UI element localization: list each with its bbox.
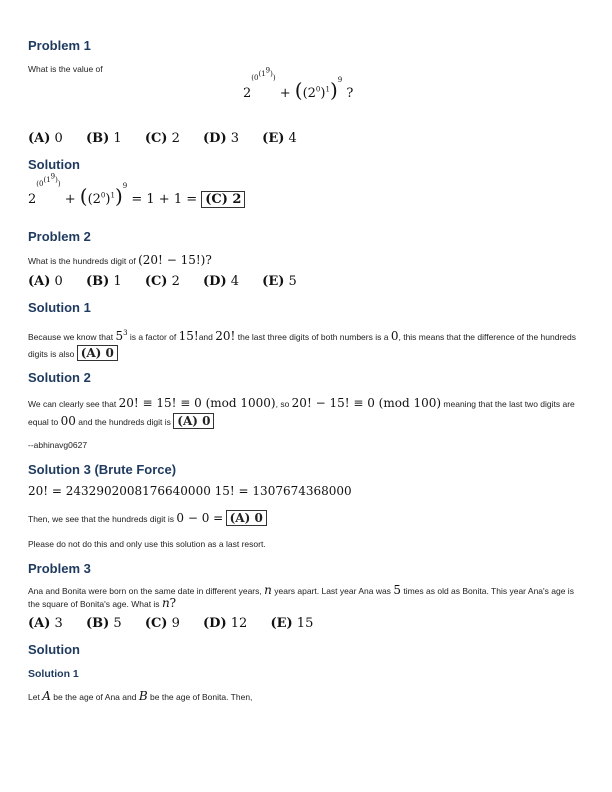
problem2-solution2-title: Solution 2 bbox=[28, 370, 91, 385]
problem2-title: Problem 2 bbox=[28, 229, 91, 244]
problem1-expression-end: ? bbox=[346, 86, 354, 101]
choice-b: (B) 1 bbox=[85, 274, 122, 289]
problem1-title: Problem 1 bbox=[28, 38, 91, 53]
choice-a: (A) 0 bbox=[28, 131, 63, 146]
choice-c: (C) 9 bbox=[144, 616, 180, 631]
problem2-solution2-author: --abhinavg0627 bbox=[28, 440, 88, 450]
problem2-question: What is the hundreds digit of (20! − 15!)? bbox=[28, 253, 212, 267]
problem2-choices bbox=[28, 274, 316, 289]
problem2-solution2-answer-box: (A) 0 bbox=[173, 413, 214, 429]
problem2-solution1-text: Because we know that $5^3$ is a factor of 15!and 20! the last three digits of both numbers is a 0, this means that the difference of the hundreds digits is also (A) 0 bbox=[28, 329, 576, 360]
choice-c: (C) 2 bbox=[144, 131, 180, 146]
problem2-solution3-note: Please do not do this and only use this solution as a last resort. bbox=[28, 539, 266, 549]
choice-d: (D) 4 bbox=[203, 274, 240, 289]
choice-d: (D) 12 bbox=[203, 616, 248, 631]
problem1-answer-box: (C) 2 bbox=[201, 191, 245, 208]
choice-e: (E) 4 bbox=[262, 131, 297, 146]
choice-e: (E) 15 bbox=[270, 616, 314, 631]
problem2-solution1-answer-box: (A) 0 bbox=[77, 345, 118, 361]
problem2-solution2-text: We can clearly see that 20! ≡ 15! ≡ 0 (mod 1000), so 20! − 15! ≡ 0 (mod 100) meaning that the last two digits are equal to 00 and the hundreds digit is (A) 0 bbox=[28, 396, 575, 428]
problem2-solution3-answer-box: (A) 0 bbox=[226, 510, 267, 526]
problem1-solution-eq: = 1 + 1 = bbox=[131, 192, 198, 207]
choice-d: (D) 3 bbox=[203, 131, 240, 146]
problem2-solution3-title: Solution 3 (Brute Force) bbox=[28, 462, 177, 477]
problem1-expression: $2^{(0^{(1^9)})} + ((2^0)^1)^9$ ? bbox=[243, 67, 354, 102]
choice-e: (E) 5 bbox=[262, 274, 297, 289]
problem1-question: What is the value of bbox=[28, 64, 103, 74]
problem3-title: Problem 3 bbox=[28, 561, 91, 576]
problem2-solution3-text: Then, we see that the hundreds digit is 0 − 0 = (A) 0 bbox=[28, 511, 584, 526]
problem1-choices bbox=[28, 131, 316, 146]
problem3-solution1-text: Let A be the age of Ana and B be the age of Bonita. Then, bbox=[28, 689, 253, 703]
problem2-solution1-title: Solution 1 bbox=[28, 300, 91, 315]
problem3-solution-title: Solution bbox=[28, 642, 80, 657]
choice-b: (B) 5 bbox=[85, 616, 122, 631]
choice-a: (A) 3 bbox=[28, 616, 63, 631]
problem3-choices bbox=[28, 616, 332, 631]
problem1-solution-expression: $2^{(0^{(1^9)})} + ((2^0)^1)^9 = 1 + 1 = (C)$ 2 bbox=[28, 184, 245, 208]
problem2-solution3-expression: 20! = 2432902008176640000 15! = 1307674368000 bbox=[28, 484, 352, 498]
problem1-solution-title: Solution bbox=[28, 157, 80, 172]
choice-a: (A) 0 bbox=[28, 274, 63, 289]
choice-c: (C) 2 bbox=[144, 274, 180, 289]
choice-b: (B) 1 bbox=[85, 131, 122, 146]
problem3-solution1-title: Solution 1 bbox=[28, 668, 79, 680]
problem3-question: Ana and Bonita were born on the same date in different years, n years apart. Last year Ana was 5 times as old as Bonita. This year Ana's age is the square of Bonita's age. What is n? bbox=[28, 583, 574, 610]
